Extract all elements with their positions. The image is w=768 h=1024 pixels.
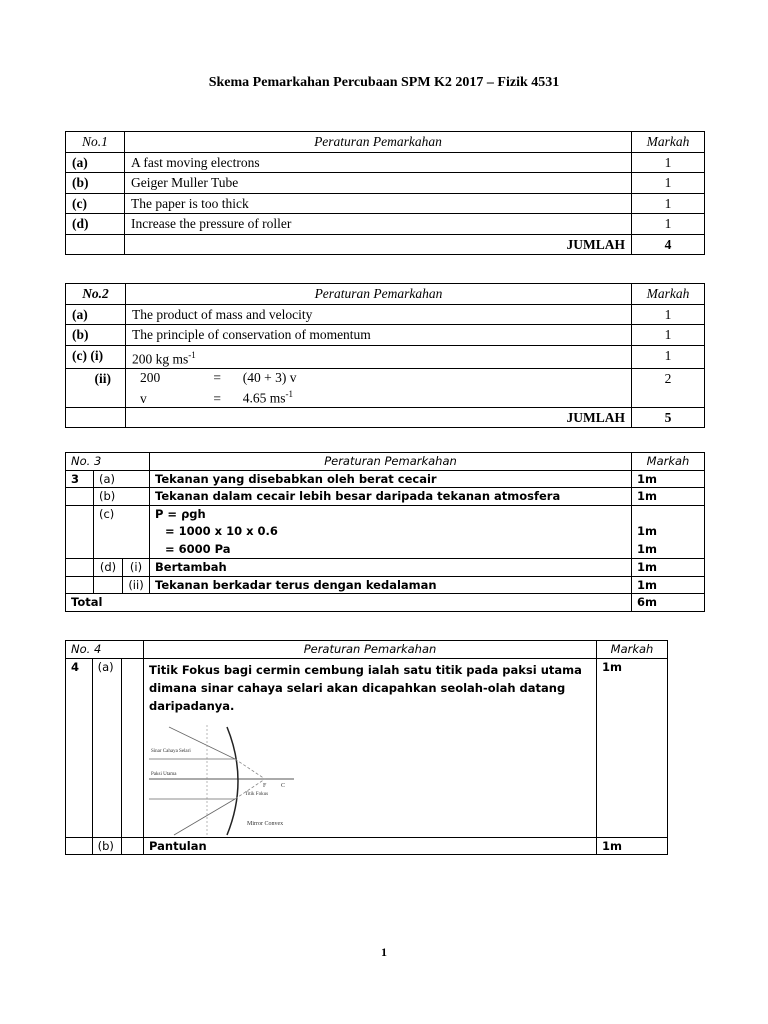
table-row	[66, 304, 705, 325]
header-marks: Markah	[597, 641, 668, 659]
mark-cell: 1m	[632, 576, 705, 594]
table-header-row	[66, 641, 668, 659]
sub-label: (ii)	[123, 576, 150, 594]
calc-lhs: 200	[140, 370, 161, 385]
mark-cell: 2	[632, 369, 705, 408]
header-no: No. 4	[66, 641, 144, 659]
calc-rhs: 4.65 ms	[242, 390, 286, 406]
answer-text: The product of mass and velocity	[126, 304, 632, 325]
row-label: (b)	[66, 173, 125, 194]
answer-text: Pantulan	[144, 837, 597, 855]
calculation-line-1	[132, 369, 625, 386]
row-label: (a)	[92, 658, 121, 837]
answer-text: Geiger Muller Tube	[125, 173, 632, 194]
header-rules: Peraturan Pemarkahan	[150, 453, 632, 471]
reflected-ray-top	[169, 727, 235, 759]
row-label: (a)	[66, 152, 125, 173]
header-no: No.1	[66, 132, 125, 153]
header-rules: Peraturan Pemarkahan	[125, 132, 632, 153]
page-number: 1	[381, 945, 387, 959]
row-label: (b)	[66, 325, 126, 346]
table-row	[66, 559, 705, 577]
calc-equals: =	[213, 370, 221, 385]
calculation-cell	[126, 369, 632, 408]
calc-line-3: = 6000 Pa	[165, 541, 231, 556]
answer-text: Bertambah	[150, 559, 632, 577]
header-rules: Peraturan Pemarkahan	[126, 284, 632, 305]
mark-cell: 1m	[597, 837, 668, 855]
c-label: C	[281, 782, 286, 789]
row-label: (c)	[66, 193, 125, 214]
row-label: (d)	[94, 559, 123, 577]
table-row	[66, 193, 705, 214]
table-row	[66, 173, 705, 194]
answer-cell	[144, 658, 597, 837]
question-number: 4	[66, 658, 93, 837]
total-label: JUMLAH	[125, 234, 632, 255]
question-1-table	[65, 131, 705, 255]
mark-cell: 1	[632, 193, 705, 214]
header-marks: Markah	[632, 284, 705, 305]
row-label: (a)	[66, 304, 126, 325]
mark-value: 1m	[637, 524, 657, 538]
row-label: (ii)	[66, 369, 126, 408]
calc-line-2: = 1000 x 10 x 0.6	[165, 524, 278, 538]
total-label: Total	[66, 594, 632, 612]
mirror-label: Mirror Convex	[247, 820, 284, 827]
answer-text: Tekanan dalam cecair lebih besar daripada tekanan atmosfera	[150, 488, 632, 506]
reflected-ray-bottom	[174, 799, 235, 835]
table-row	[66, 576, 705, 594]
row-label: (b)	[94, 488, 150, 506]
table-header-row	[66, 284, 705, 305]
header-no: No. 3	[66, 453, 150, 471]
convex-mirror-diagram	[149, 725, 294, 837]
rays-label: Sinar Cahaya Selari	[151, 748, 191, 754]
empty-cell	[66, 576, 94, 594]
focus-label: Titik Fokus	[245, 791, 269, 797]
question-3-table	[65, 452, 705, 612]
convex-mirror-curve	[227, 727, 238, 835]
answer-value: 200 kg ms	[132, 351, 189, 366]
total-mark: 4	[632, 234, 705, 255]
page-title: Skema Pemarkahan Percubaan SPM K2 2017 – Fizik 4531	[208, 75, 560, 90]
total-label: JUMLAH	[126, 407, 632, 428]
mark-cell: 1m	[632, 470, 705, 488]
header-marks: Markah	[632, 453, 705, 471]
sub-label: (i)	[123, 559, 150, 577]
mark-cell: 1	[632, 345, 705, 369]
header-marks: Markah	[632, 132, 705, 153]
row-label: (b)	[92, 837, 121, 855]
mark-value: 1m	[637, 541, 657, 556]
mark-cell: 1	[632, 152, 705, 173]
unit-exponent: -1	[285, 389, 294, 399]
table-row	[66, 345, 705, 369]
answer-text: The paper is too thick	[125, 193, 632, 214]
mark-cell	[632, 505, 705, 559]
table-row	[66, 325, 705, 346]
mark-cell: 1	[632, 304, 705, 325]
calculation-line-2	[132, 386, 625, 407]
answer-text: Tekanan berkadar terus dengan kedalaman	[150, 576, 632, 594]
mark-cell: 1m	[632, 559, 705, 577]
empty-cell	[121, 837, 143, 855]
total-mark: 5	[632, 407, 705, 428]
empty-cell	[66, 234, 125, 255]
empty-cell	[66, 559, 94, 577]
empty-cell	[66, 488, 94, 506]
header-rules: Peraturan Pemarkahan	[144, 641, 597, 659]
mark-cell: 1	[632, 325, 705, 346]
row-label: (c) (i)	[66, 345, 126, 369]
row-label: (c)	[94, 505, 150, 559]
empty-cell	[94, 576, 123, 594]
mark-cell: 1	[632, 173, 705, 194]
header-no: No.2	[66, 284, 126, 305]
table-row	[66, 152, 705, 173]
axis-label: Paksi Utama	[151, 771, 177, 777]
calc-equals: =	[213, 390, 221, 406]
table-row	[66, 470, 705, 488]
total-row	[66, 407, 705, 428]
total-mark: 6m	[632, 594, 705, 612]
table-header-row	[66, 132, 705, 153]
mark-cell: 1m	[632, 488, 705, 506]
calc-line-1: P = ρgh	[155, 506, 206, 521]
total-row	[66, 594, 705, 612]
calculation-cell	[150, 505, 632, 559]
virtual-ray-top	[235, 759, 265, 779]
table-row	[66, 488, 705, 506]
answer-text: A fast moving electrons	[125, 152, 632, 173]
answer-text: The principle of conservation of momentum	[126, 325, 632, 346]
table-row	[66, 369, 705, 408]
row-label: (a)	[94, 470, 150, 488]
answer-text	[126, 345, 632, 369]
question-4-table	[65, 640, 668, 855]
question-2-table	[65, 283, 705, 428]
calc-rhs: (40 + 3) v	[242, 370, 297, 385]
mark-cell: 1m	[597, 658, 668, 837]
empty-cell	[121, 658, 143, 837]
empty-cell	[66, 407, 126, 428]
row-label: (d)	[66, 214, 125, 235]
answer-text: Tekanan yang disebabkan oleh berat cecair	[150, 470, 632, 488]
total-row	[66, 234, 705, 255]
f-label: F	[263, 782, 267, 789]
table-row	[66, 837, 668, 855]
table-header-row	[66, 453, 705, 471]
empty-cell	[66, 837, 93, 855]
answer-text: Titik Fokus bagi cermin cembung ialah satu titik pada paksi utama dimana sinar cahaya selari akan dicapahkan seolah-olah datang daripadanya.	[149, 662, 582, 713]
table-row	[66, 658, 668, 837]
table-row	[66, 505, 705, 559]
mark-cell: 1	[632, 214, 705, 235]
question-number: 3	[66, 470, 94, 488]
table-row	[66, 214, 705, 235]
empty-cell	[66, 505, 94, 559]
unit-exponent: -1	[188, 349, 196, 360]
answer-text: Increase the pressure of roller	[125, 214, 632, 235]
calc-lhs: v	[140, 390, 147, 406]
